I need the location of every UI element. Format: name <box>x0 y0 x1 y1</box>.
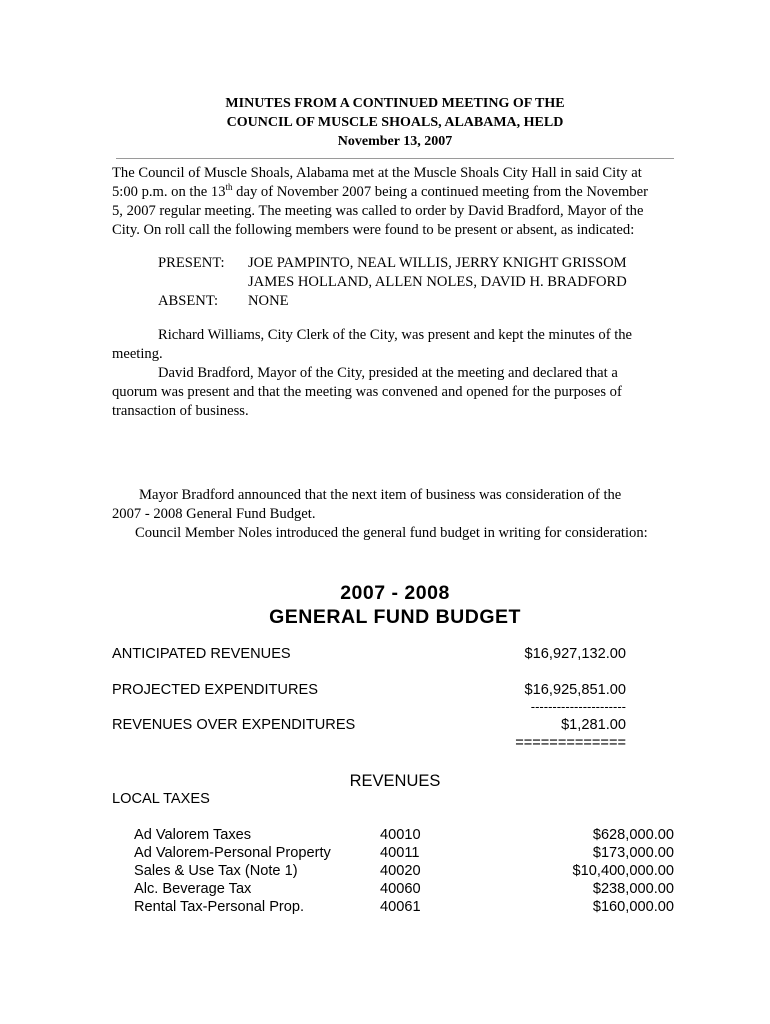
item-code: 40060 <box>380 881 421 897</box>
present-members-2: JAMES HOLLAND, ALLEN NOLES, DAVID H. BRADFORD <box>248 274 627 290</box>
intro-line: 5, 2007 regular meeting. The meeting was called to order by David Bradford, Mayor of the <box>112 203 644 219</box>
intro-paragraph <box>112 164 648 240</box>
summary-amount-revenues: $16,927,132.00 <box>524 646 626 662</box>
summary-label-expenditures: PROJECTED EXPENDITURES <box>112 682 318 698</box>
intro-line: City. On roll call the following members were found to be present or absent, as indicated: <box>112 222 635 238</box>
minutes-title <box>0 94 770 151</box>
summary-amount-net: $1,281.00 <box>561 717 626 733</box>
item-amount: $628,000.00 <box>592 827 674 843</box>
title-line-2: COUNCIL OF MUSCLE SHOALS, ALABAMA, HELD <box>226 115 564 130</box>
intro-line <box>112 183 648 202</box>
item-name: Rental Tax-Personal Prop. <box>134 899 305 915</box>
item-code: 40011 <box>380 845 420 861</box>
local-taxes-heading: LOCAL TAXES <box>112 791 210 807</box>
item-code: 40061 <box>380 899 421 915</box>
item-name: Alc. Beverage Tax <box>134 881 252 897</box>
summary-label-net: REVENUES OVER EXPENDITURES <box>112 717 356 733</box>
summary-label-revenues: ANTICIPATED REVENUES <box>112 646 291 662</box>
item-amount: $238,000.00 <box>592 881 674 897</box>
clerk-line: transaction of business. <box>112 403 249 419</box>
item-code: 40020 <box>380 863 421 879</box>
revenues-heading: REVENUES <box>349 772 441 790</box>
title-line-1: MINUTES FROM A CONTINUED MEETING OF THE <box>225 96 565 111</box>
intro-text: day of November 2007 being a continued meeting from the November <box>232 184 648 200</box>
item-name: Sales & Use Tax (Note 1) <box>134 863 298 879</box>
absent-label: ABSENT: <box>158 293 219 309</box>
announcement-line: 2007 - 2008 General Fund Budget. <box>112 506 316 522</box>
absent-members: NONE <box>248 293 289 309</box>
clerk-paragraph <box>112 326 632 421</box>
clerk-line: meeting. <box>112 346 163 362</box>
clerk-line: Richard Williams, City Clerk of the City, was present and kept the minutes of the <box>158 327 633 343</box>
item-code: 40010 <box>380 827 421 843</box>
announcement-line: Council Member Noles introduced the general fund budget in writing for consideration: <box>135 525 648 541</box>
announcement-line: Mayor Bradford announced that the next item of business was consideration of the <box>139 487 622 503</box>
budget-year: 2007 - 2008 <box>340 582 450 604</box>
announcement-paragraph <box>112 486 648 543</box>
budget-title: GENERAL FUND BUDGET <box>269 606 521 628</box>
intro-line: The Council of Muscle Shoals, Alabama met at the Muscle Shoals City Hall in said City at <box>112 165 642 181</box>
present-members-1: JOE PAMPINTO, NEAL WILLIS, JERRY KNIGHT GRISSOM <box>248 255 627 271</box>
title-date: November 13, 2007 <box>337 134 453 149</box>
clerk-line: David Bradford, Mayor of the City, presided at the meeting and declared that a <box>158 365 618 381</box>
present-label: PRESENT: <box>158 255 225 271</box>
item-name: Ad Valorem Taxes <box>134 827 252 843</box>
summary-amount-expenditures: $16,925,851.00 <box>524 682 626 698</box>
ordinal-suffix: th <box>225 182 233 193</box>
dash-rule: ---------------------- <box>530 699 626 714</box>
clerk-line: quorum was present and that the meeting was convened and opened for the purposes of <box>112 384 622 400</box>
item-amount: $10,400,000.00 <box>572 863 674 879</box>
intro-text: 5:00 p.m. on the 13 <box>112 184 226 200</box>
item-name: Ad Valorem-Personal Property <box>134 845 331 861</box>
double-rule: ============= <box>515 735 626 751</box>
item-amount: $173,000.00 <box>592 845 674 861</box>
title-divider <box>116 158 674 159</box>
item-amount: $160,000.00 <box>592 899 674 915</box>
